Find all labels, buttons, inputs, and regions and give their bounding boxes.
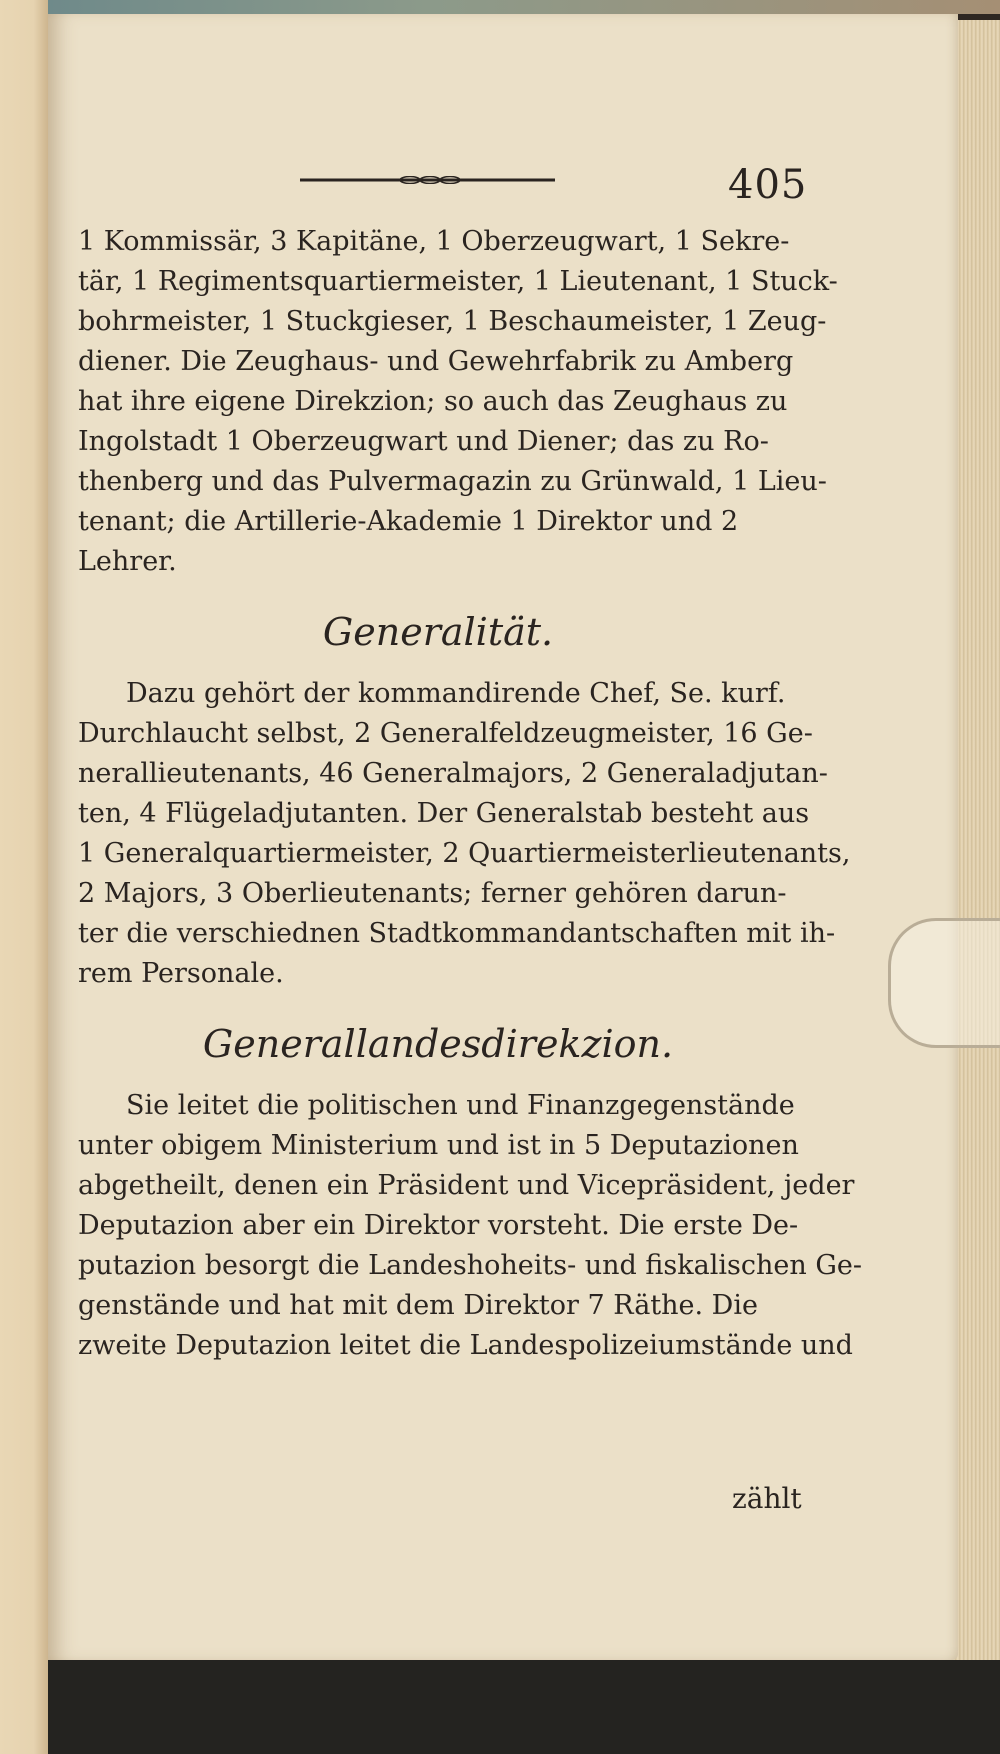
text-line: Dazu gehört der kommandirende Chef, Se. kurf. <box>126 678 786 709</box>
paragraph-2 <box>78 674 851 994</box>
text-line: Durchlaucht selbst, 2 Generalfeldzeugmeister, 16 Ge- <box>78 718 813 749</box>
text-line: Sie leitet die politischen und Finanzgegenstände <box>126 1090 795 1121</box>
text-line: 1 Kommissär, 3 Kapitäne, 1 Oberzeugwart, 1 Sekre- <box>78 226 790 257</box>
text-line: thenberg und das Pulvermagazin zu Grünwald, 1 Lieu- <box>78 466 827 497</box>
text-line: putazion besorgt die Landeshoheits- und fiskalischen Ge- <box>78 1250 863 1281</box>
text-line: tenant; die Artillerie-Akademie 1 Direktor und 2 <box>78 506 739 537</box>
section-heading-generalitaet: Generalität. <box>322 610 554 654</box>
text-line: genstände und hat mit dem Direktor 7 Räthe. Die <box>78 1290 758 1321</box>
page-clip-icon <box>888 918 1000 1048</box>
text-line: nerallieutenants, 46 Generalmajors, 2 Generaladjutan- <box>78 758 828 789</box>
text-line: zweite Deputazion leitet die Landespolizeiumstände und <box>78 1330 853 1361</box>
ornamental-rule <box>300 176 555 184</box>
text-line: bohrmeister, 1 Stuckgieser, 1 Beschaumeister, 1 Zeug- <box>78 306 827 337</box>
section-heading-generallandesdirekzion: Generallandesdirekzion. <box>202 1022 674 1066</box>
text-line: Lehrer. <box>78 546 177 577</box>
book-cover-edge <box>48 0 1000 14</box>
text-line: ten, 4 Flügeladjutanten. Der Generalstab besteht aus <box>78 798 810 829</box>
text-line: 2 Majors, 3 Oberlieutenants; ferner gehören darun- <box>78 878 787 909</box>
text-line: rem Personale. <box>78 958 284 989</box>
text-line: tär, 1 Regimentsquartiermeister, 1 Lieutenant, 1 Stuck- <box>78 266 838 297</box>
text-line: ter die verschiednen Stadtkommandantschaften mit ih- <box>78 918 836 949</box>
page-number: 405 <box>728 162 808 208</box>
text-line: hat ihre eigene Direkzion; so auch das Zeughaus zu <box>78 386 788 417</box>
text-line: unter obigem Ministerium und ist in 5 Deputazionen <box>78 1130 799 1161</box>
background-surface <box>48 1660 1000 1754</box>
text-line: abgetheilt, denen ein Präsident und Vicepräsident, jeder <box>78 1170 855 1201</box>
left-page-edge <box>0 0 48 1754</box>
paragraph-1 <box>78 222 838 582</box>
catchword: zählt <box>732 1482 802 1515</box>
text-line: diener. Die Zeughaus- und Gewehrfabrik zu Amberg <box>78 346 794 377</box>
text-line: Deputazion aber ein Direktor vorsteht. Die erste De- <box>78 1210 799 1241</box>
body-text <box>78 222 863 1366</box>
text-line: Ingolstadt 1 Oberzeugwart und Diener; das zu Ro- <box>78 426 769 457</box>
text-line: 1 Generalquartiermeister, 2 Quartiermeisterlieutenants, <box>78 838 851 869</box>
paragraph-3 <box>78 1086 863 1366</box>
